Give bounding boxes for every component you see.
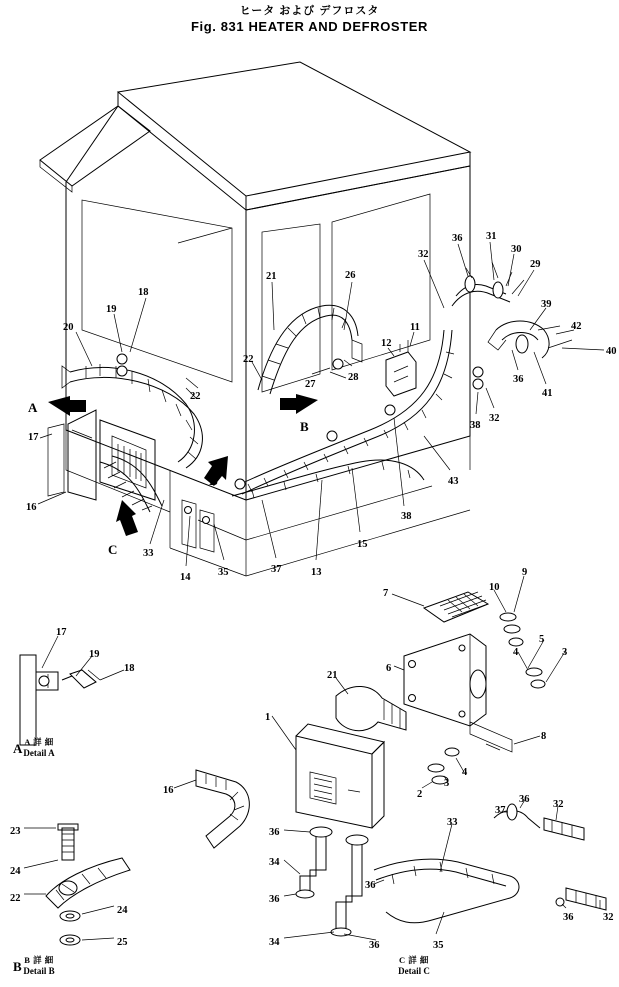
callout-1-detail-c-9: 1 xyxy=(265,712,271,723)
callout-B-main-34: B xyxy=(300,419,309,434)
callout-31-main-11: 31 xyxy=(486,231,497,242)
callout-37-main-27: 37 xyxy=(271,564,282,575)
detail-c-caption-en: Detail C xyxy=(398,965,430,976)
callout-6-detail-c-6: 6 xyxy=(386,663,392,674)
callout-23-detail-b-0: 23 xyxy=(10,826,21,837)
callout-19-main-0: 19 xyxy=(106,304,117,315)
callout-41-main-17: 41 xyxy=(542,388,553,399)
callout-24-detail-b-3: 24 xyxy=(117,905,128,916)
callout-4-detail-c-12: 4 xyxy=(462,767,468,778)
callout-19-detail-a-1: 19 xyxy=(89,649,100,660)
detail-a-art xyxy=(20,636,124,745)
callout-32-main-9: 32 xyxy=(418,249,429,260)
callout-18-main-1: 18 xyxy=(138,287,149,298)
callout-43-main-23: 43 xyxy=(448,476,459,487)
callout-17-main-32: 17 xyxy=(28,432,39,443)
callout-3-detail-c-11: 3 xyxy=(444,778,450,789)
callout-22-main-6: 22 xyxy=(190,391,201,402)
callout-C-main-36: C xyxy=(108,542,118,557)
callout-28-main-22: 28 xyxy=(348,372,359,383)
callout-B-detail-b-5: B xyxy=(13,959,22,974)
callout-25-detail-b-4: 25 xyxy=(117,937,128,948)
callout-3-detail-c-4: 3 xyxy=(562,647,568,658)
callout-36-detail-c-16: 36 xyxy=(269,894,280,905)
callout-9-detail-c-2: 9 xyxy=(522,567,528,578)
callout-42-main-15: 42 xyxy=(571,321,582,332)
callout-33-detail-c-21: 33 xyxy=(447,817,458,828)
callout-18-detail-a-2: 18 xyxy=(124,663,135,674)
callout-10-detail-c-1: 10 xyxy=(489,582,500,593)
callout-32-main-19: 32 xyxy=(489,413,500,424)
callout-34-detail-c-17: 34 xyxy=(269,937,280,948)
callout-16-main-31: 16 xyxy=(26,502,37,513)
detail-b-caption-jp: B 詳 細 xyxy=(24,955,54,965)
title-japanese: ヒータ および デフロスタ xyxy=(239,5,380,17)
callout-38-main-24: 38 xyxy=(401,511,412,522)
callout-B-main-35: B xyxy=(209,473,218,488)
cab-outline xyxy=(40,62,470,576)
callout-12-main-7: 12 xyxy=(381,338,392,349)
detail-a-caption-jp: A 詳 細 xyxy=(24,737,54,747)
callout-37-detail-c-22: 37 xyxy=(495,805,506,816)
callout-11-main-8: 11 xyxy=(410,322,420,333)
callout-36-main-18: 36 xyxy=(513,374,524,385)
detail-c-art xyxy=(174,576,606,940)
callout-36-detail-c-23: 36 xyxy=(519,794,530,805)
section-arrows xyxy=(48,391,318,536)
callout-20-main-2: 20 xyxy=(63,322,74,333)
callout-27-main-21: 27 xyxy=(305,379,316,390)
title-english-text: HEATER AND DEFROSTER xyxy=(248,19,428,34)
callout-7-detail-c-0: 7 xyxy=(383,588,389,599)
detail-b-caption xyxy=(4,956,74,976)
callout-36-detail-c-19: 36 xyxy=(365,880,376,891)
callout-35-detail-c-20: 35 xyxy=(433,940,444,951)
callout-33-main-30: 33 xyxy=(143,548,154,559)
callout-13-main-26: 13 xyxy=(311,567,322,578)
callout-40-main-16: 40 xyxy=(606,346,617,357)
callout-15-main-25: 15 xyxy=(357,539,368,550)
callout-4-detail-c-5: 4 xyxy=(513,647,519,658)
detail-c-caption-jp: C 詳 細 xyxy=(399,955,429,965)
callout-16-detail-c-13: 16 xyxy=(163,785,174,796)
callout-36-main-10: 36 xyxy=(452,233,463,244)
callout-36-detail-c-18: 36 xyxy=(369,940,380,951)
callout-A-detail-a-3: A xyxy=(13,741,23,756)
callout-26-main-4: 26 xyxy=(345,270,356,281)
callout-21-detail-c-7: 21 xyxy=(327,670,338,681)
figure-number: Fig. 831 xyxy=(191,19,245,34)
bracket-bottom xyxy=(182,500,214,552)
detail-a-caption xyxy=(4,738,74,758)
callout-29-main-13: 29 xyxy=(530,259,541,270)
callout-22-detail-b-2: 22 xyxy=(10,893,21,904)
callout-14-main-29: 14 xyxy=(180,572,191,583)
detail-a-caption-en: Detail A xyxy=(23,747,55,758)
callout-30-main-12: 30 xyxy=(511,244,522,255)
callout-17-detail-a-0: 17 xyxy=(56,627,67,638)
detail-c-caption xyxy=(374,956,454,976)
callout-36-detail-c-26: 36 xyxy=(563,912,574,923)
callout-35-main-28: 35 xyxy=(218,567,229,578)
callout-39-main-14: 39 xyxy=(541,299,552,310)
callout-34-detail-c-15: 34 xyxy=(269,857,280,868)
callout-32-detail-c-24: 32 xyxy=(553,799,564,810)
callout-36-detail-c-14: 36 xyxy=(269,827,280,838)
callout-21-main-3: 21 xyxy=(266,271,277,282)
detail-b-art xyxy=(24,824,130,945)
hose-center xyxy=(258,305,416,396)
callout-2-detail-c-10: 2 xyxy=(417,789,423,800)
callout-A-main-33: A xyxy=(28,400,38,415)
detail-b-caption-en: Detail B xyxy=(23,965,55,976)
callout-32-detail-c-25: 32 xyxy=(603,912,614,923)
callout-8-detail-c-8: 8 xyxy=(541,731,547,742)
callout-22-main-5: 22 xyxy=(243,354,254,365)
callout-5-detail-c-3: 5 xyxy=(539,634,545,645)
callout-24-detail-b-1: 24 xyxy=(10,866,21,877)
callout-38-main-20: 38 xyxy=(470,420,481,431)
